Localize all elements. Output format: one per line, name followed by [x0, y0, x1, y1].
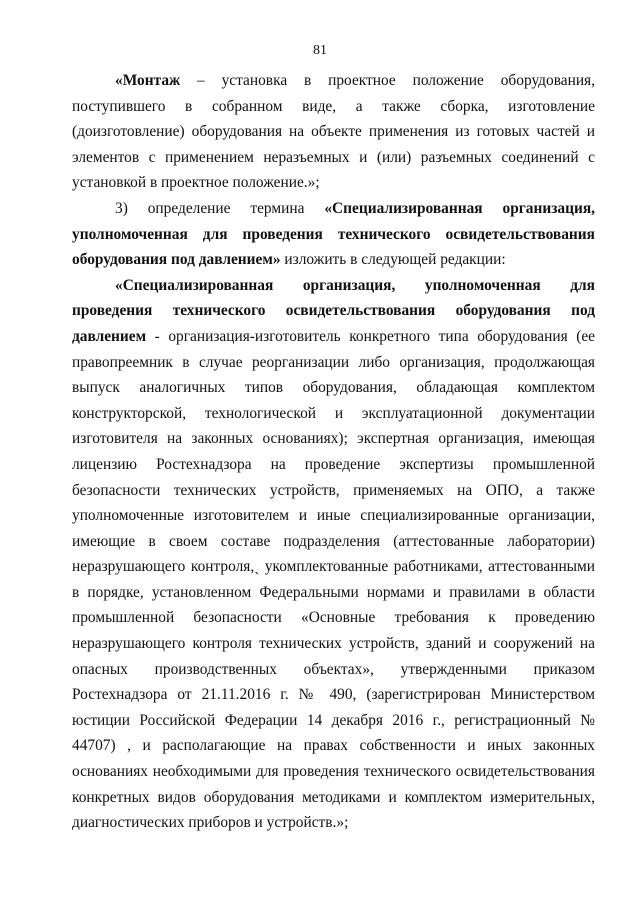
montage-definition-text: – установка в проектное положение оборудования, поступившего в собранном виде, а также сборка, изготовление (доизготовление) оборудования на объекте применения из готовых частей и элементов с применением неразъемных и (или) разъемных соединений с установкой в проектное положение.»;: [72, 72, 595, 192]
document-body: [72, 68, 595, 836]
term-specialized-organization: «Специализированная организация, уполномоченная для проведения технического освидетельствования оборудования под давлением: [72, 276, 595, 345]
term-specialized-organization-quoted: «Специализированная организация, уполномоченная для проведения технического освидетельствования оборудования под давлением»: [72, 199, 595, 269]
amendment-lead-text: 3) определение термина: [115, 199, 325, 217]
page-number: 81: [313, 43, 327, 58]
paragraph-montage-definition: [72, 68, 595, 196]
paragraph-specialized-organization-definition: [72, 273, 595, 836]
term-montage: «Монтаж: [115, 72, 181, 89]
paragraph-amendment-instruction: [72, 196, 595, 273]
amendment-tail-text: изложить в следующей редакции:: [280, 251, 506, 269]
specialized-organization-definition-text: - организация-изготовитель конкретного типа оборудования (ее правопреемник в случае реорганизации либо организация, продолжающая выпуск аналогичных типов оборудования, обладающая комплектом конструкторской, технологической и эксплуатационной документации изготовителя на законных основаниях); экспертная организация, имеющая лицензию Ростехнадзора на проведение экспертизы промышленной безопасности технических устройств, применяемых на ОПО, а также уполномоченные изготовителем и иные специализированные организации, имеющие в своем составе подразделения (аттестованные лаборатории) неразрушающего контроля,ˎ укомплектованные работниками, аттестованными в порядке, установленном Федеральными нормами и правилами в области промышленной безопасности «Основные требования к проведению неразрушающего контроля технических устройств, зданий и сооружений на опасных производственных объектах», утвержденными приказом Ростехнадзора от 21.11.2016 г. № 490, (зарегистрирован Министерством юстиции Российской Федерации 14 декабря 2016 г., регистрационный № 44707) , и располагающие на правах собственности и иных законных основаниях необходимыми для проведения технического освидетельствования конкретных видов оборудования методиками и комплектом измерительных, диагностических приборов и устройств.»;: [72, 327, 595, 832]
